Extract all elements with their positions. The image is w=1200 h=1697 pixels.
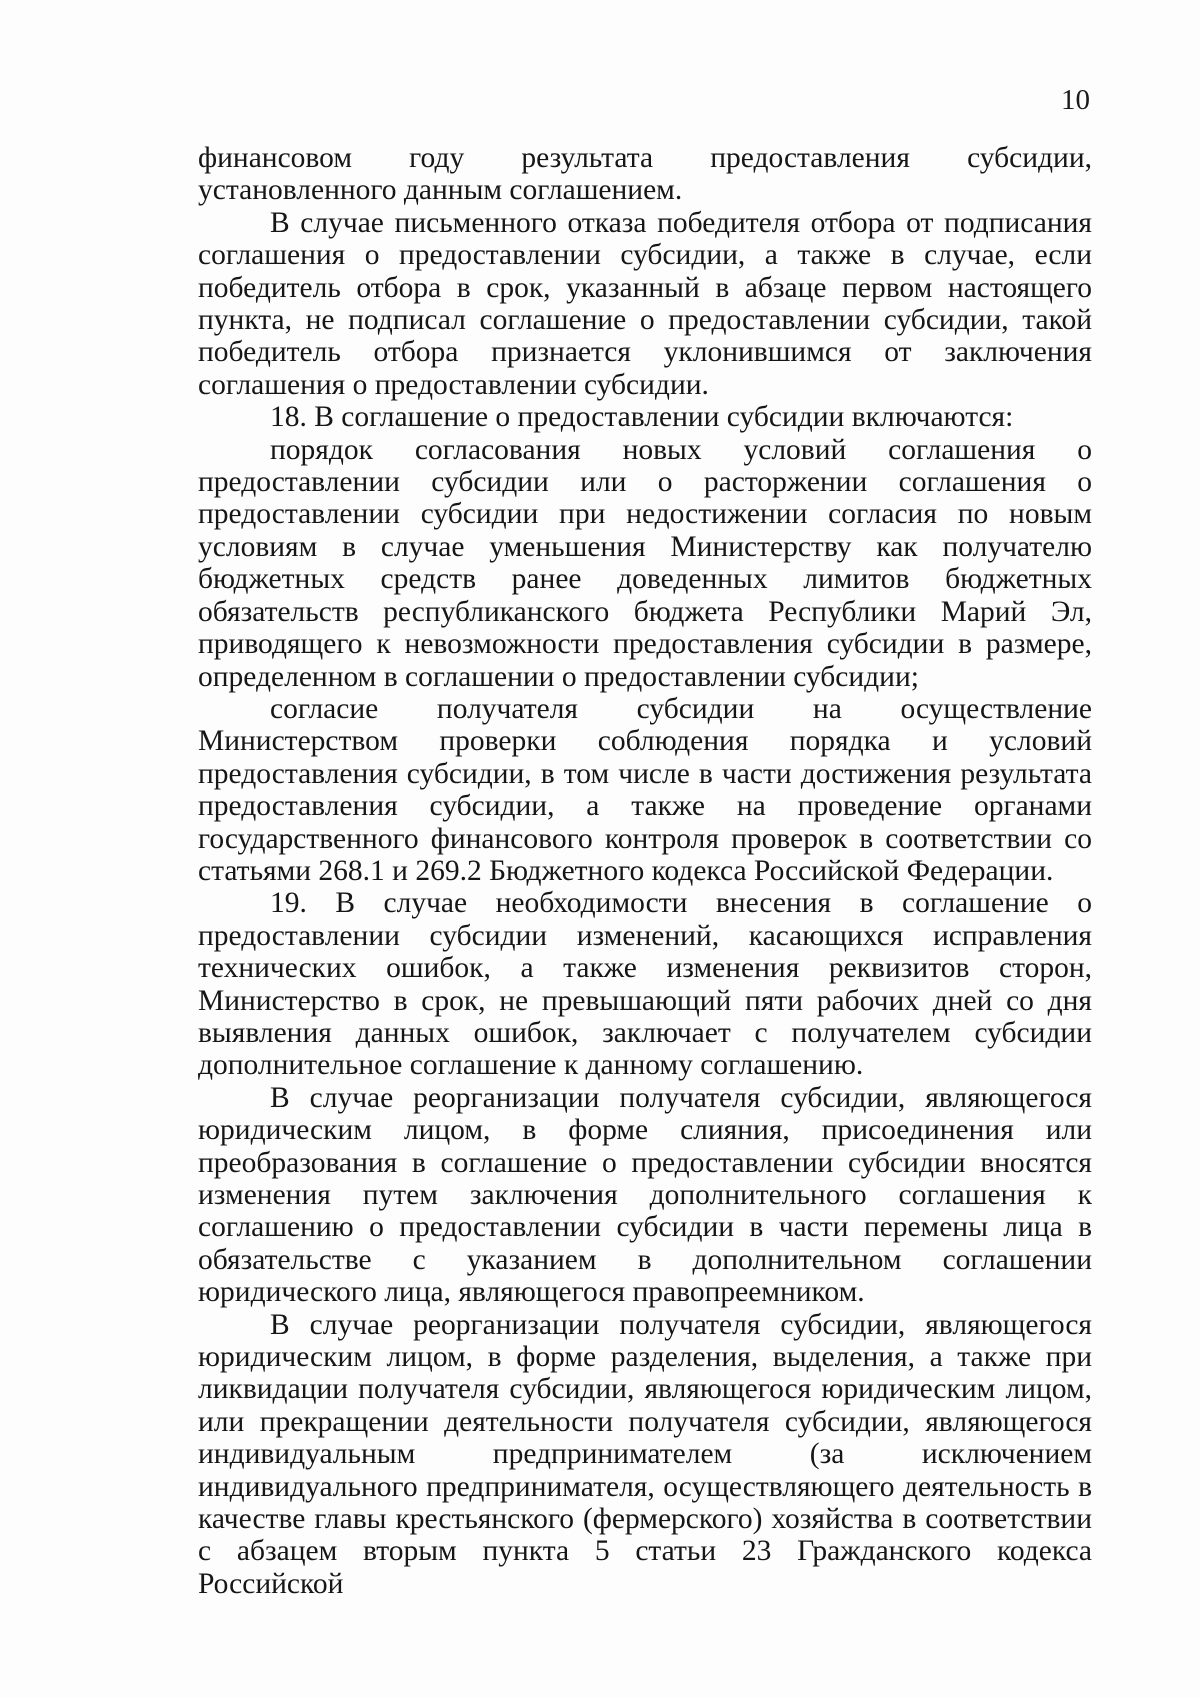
document-body (198, 142, 1092, 1600)
page-number: 10 (1061, 84, 1090, 116)
paragraph-reorganization-merger: В случае реорганизации получателя субсидии, являющегося юридическим лицом, в форме слияния, присоединения или преобразования в соглашение о предоставлении субсидии вносятся изменения путем заключения дополнительного соглашения к соглашению о предоставлении субсидии в части перемены лица в обязательстве с указанием в дополнительном соглашении юридического лица, являющегося правопреемником. (198, 1081, 1092, 1309)
paragraph-item-19: 19. В случае необходимости внесения в соглашение о предоставлении субсидии изменений, касающихся исправления технических ошибок, а также изменения реквизитов сторон, Министерство в срок, не превышающий пяти рабочих дней со дня выявления данных ошибок, заключает с получателем субсидии дополнительное соглашение к данному соглашению. (198, 887, 1092, 1082)
paragraph-reorganization-division: В случае реорганизации получателя субсидии, являющегося юридическим лицом, в форме разделения, выделения, а также при ликвидации получателя субсидии, являющегося юридическим лицом, или прекращении деятельности получателя субсидии, являющегося индивидуальным предпринимателем (за исключением индивидуального предпринимателя, осуществляющего деятельность в качестве главы крестьянского (фермерского) хозяйства в соответствии с абзацем вторым пункта 5 статьи 23 Гражданского кодекса Российской (198, 1308, 1092, 1600)
paragraph-item-18: 18. В соглашение о предоставлении субсидии включаются: (270, 401, 1014, 434)
paragraph-new-conditions-procedure: порядок согласования новых условий соглашения о предоставлении субсидии или о расторжении соглашения о предоставлении субсидии при недостижении согласия по новым условиям в случае уменьшения Министерству как получателю бюджетных средств ранее доведенных лимитов бюджетных обязательств республиканского бюджета Республики Марий Эл, приводящего к невозможности предоставления субсидии в размере, определенном в соглашении о предоставлении субсидии; (198, 433, 1092, 693)
paragraph-refusal-case: В случае письменного отказа победителя отбора от подписания соглашения о предоставлении субсидии, а также в случае, если победитель отбора в срок, указанный в абзаце первом настоящего пункта, не подписал соглашение о предоставлении субсидии, такой победитель отбора признается уклонившимся от заключения соглашения о предоставлении субсидии. (198, 206, 1092, 401)
paragraph-continuation: финансовом году результата предоставления субсидии, установленного данным соглашением. (198, 142, 1092, 207)
paragraph-recipient-consent: согласие получателя субсидии на осуществление Министерством проверки соблюдения порядка и условий предоставления субсидии, в том числе в части достижения результата предоставления субсидии, а также на проведение органами государственного финансового контроля проверок в соответствии со статьями 268.1 и 269.2 Бюджетного кодекса Российской Федерации. (198, 692, 1092, 887)
